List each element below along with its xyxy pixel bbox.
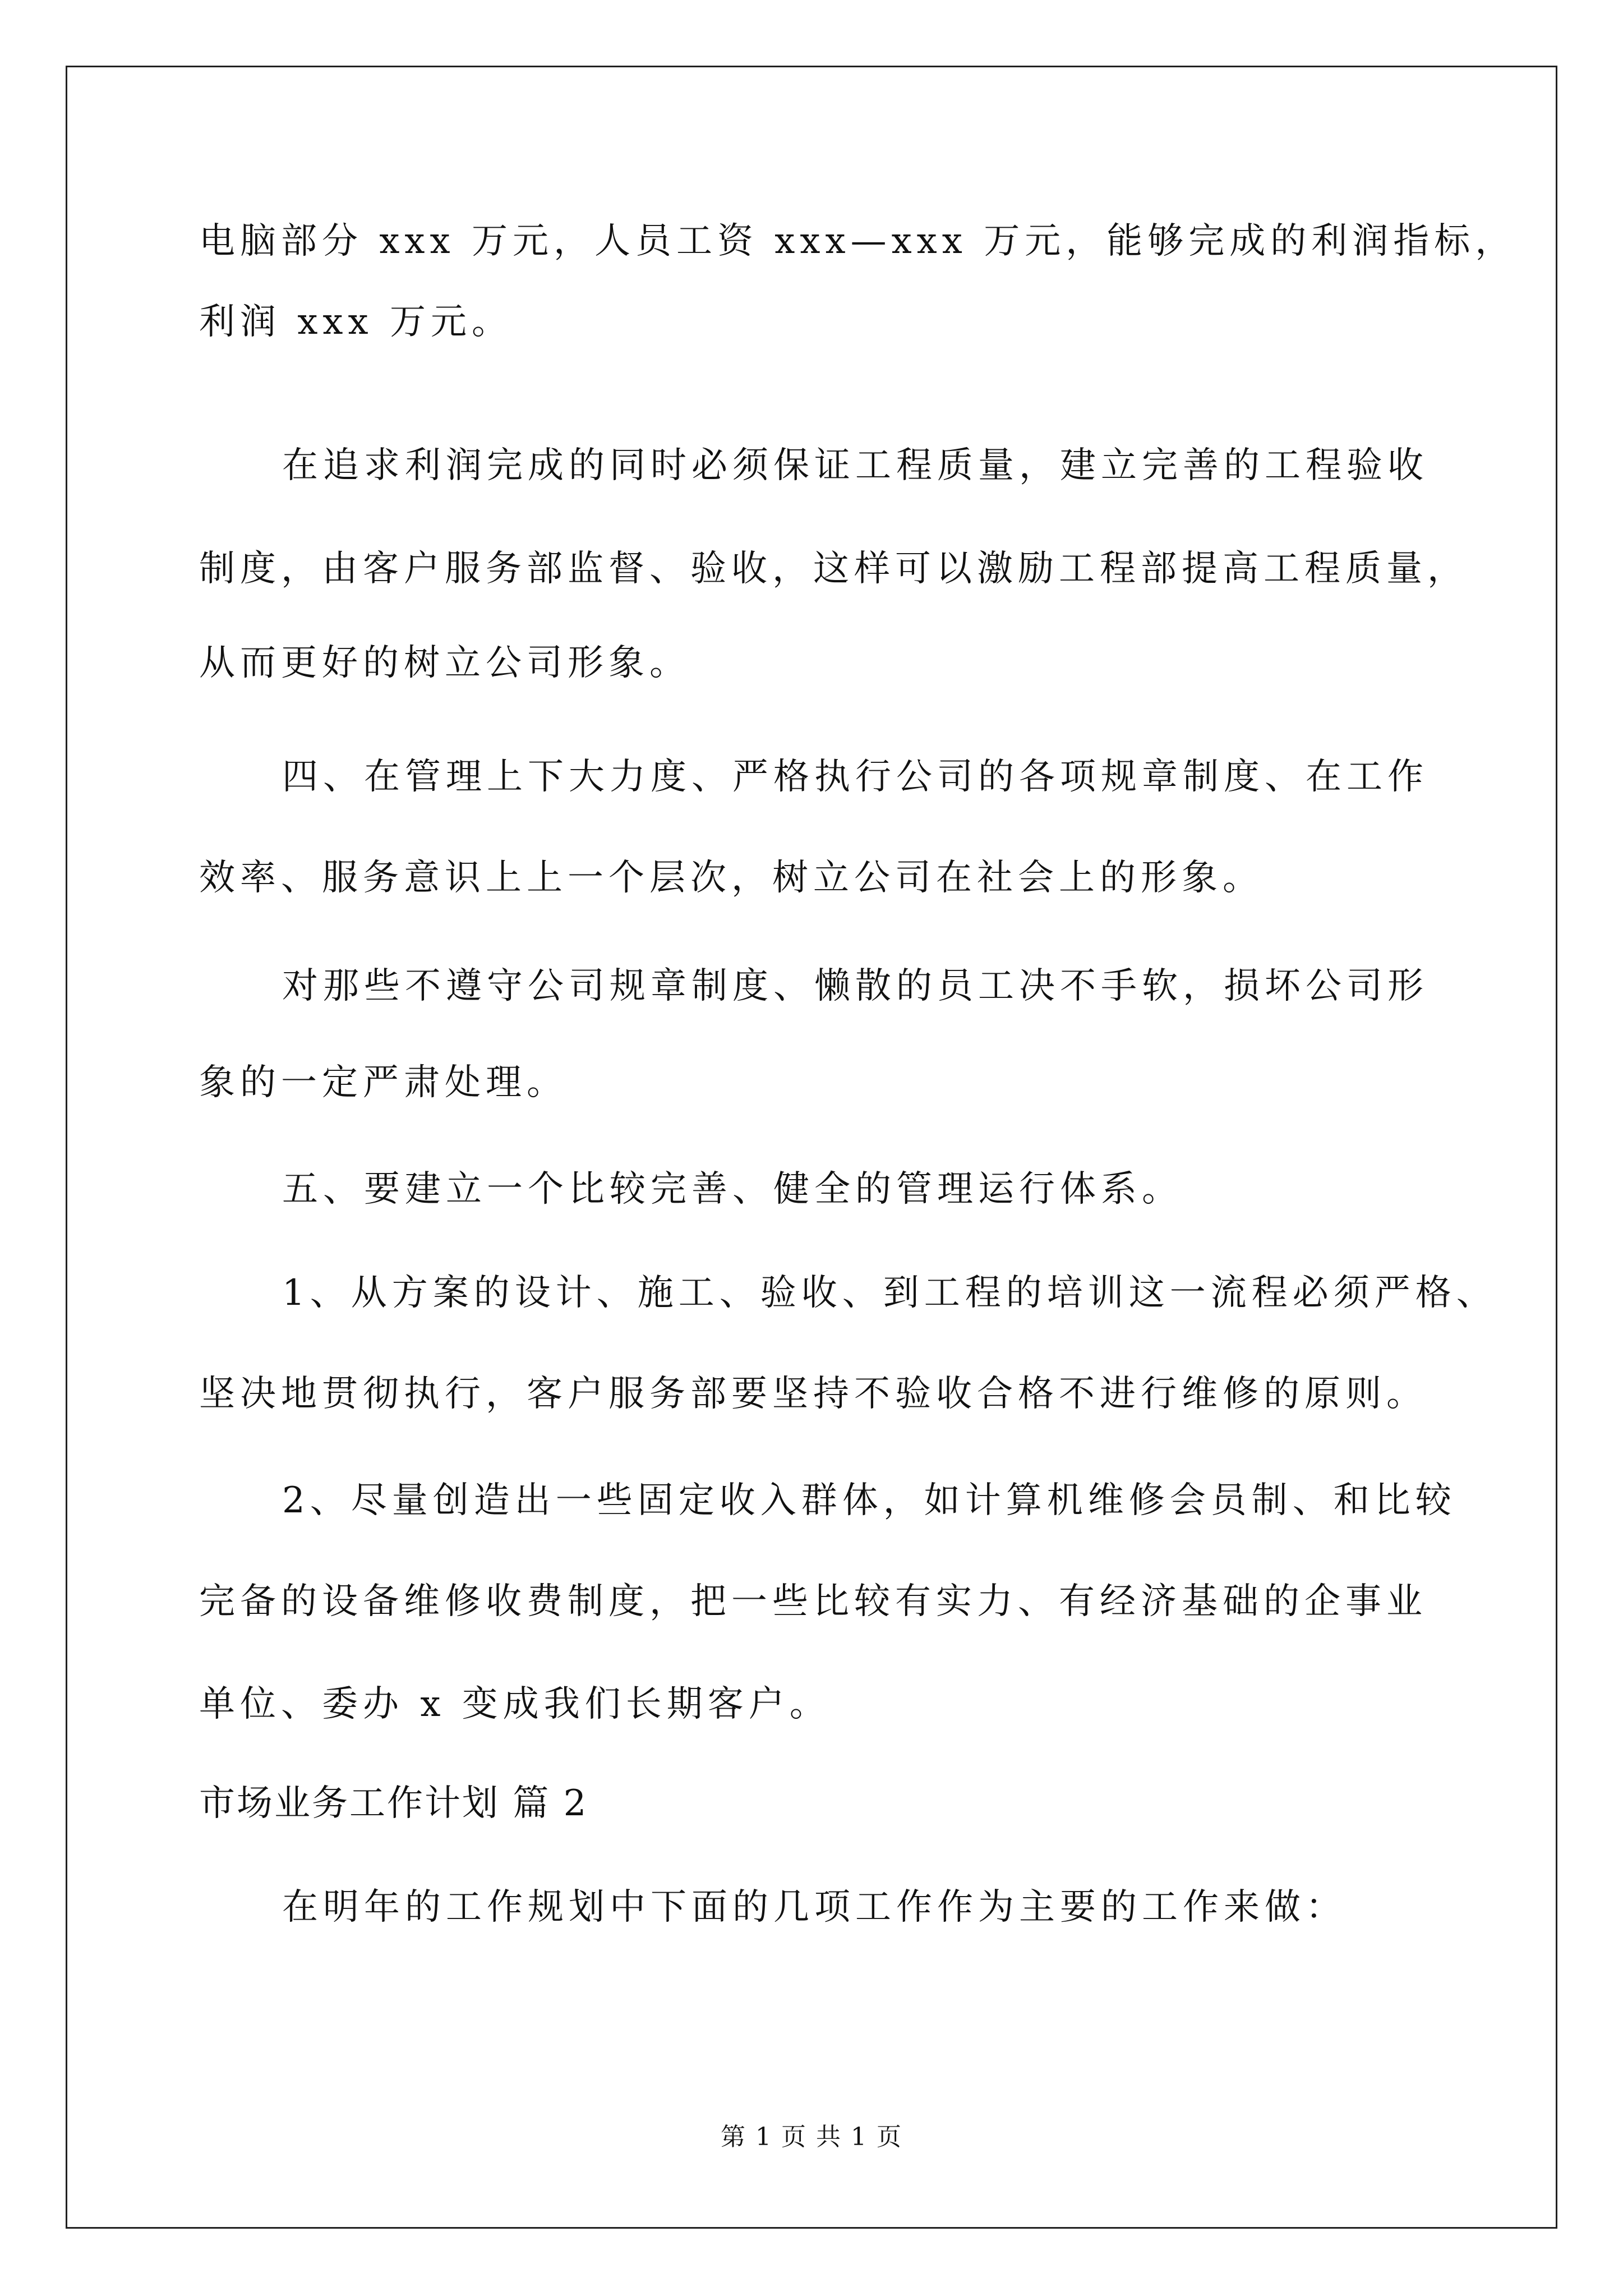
- text-line: 从而更好的树立公司形象。: [199, 642, 690, 684]
- text-line: 电脑部分 xxx 万元，人员工资 xxx—xxx 万元，能够完成的利润指标，: [199, 220, 1516, 262]
- section-heading: 五、要建立一个比较完善、健全的管理运行体系。: [282, 1168, 1183, 1210]
- text-line: 坚决地贯彻执行，客户服务部要坚持不验收合格不进行维修的原则。: [199, 1373, 1427, 1415]
- section-title: 市场业务工作计划 篇 2: [199, 1783, 588, 1824]
- list-item-line: 2、尽量创造出一些固定收入群体，如计算机维修会员制、和比较: [282, 1480, 1456, 1521]
- paragraph-line: 在明年的工作规划中下面的几项工作作为主要的工作来做：: [282, 1887, 1347, 1928]
- text-line: 完备的设备维修收费制度，把一些比较有实力、有经济基础的企事业: [199, 1581, 1427, 1622]
- text-line: 单位、委办 x 变成我们长期客户。: [199, 1683, 831, 1725]
- text-line: 制度，由客户服务部监督、验收，这样可以激励工程部提高工程质量，: [199, 548, 1468, 590]
- paragraph-line: 四、在管理上下大力度、严格执行公司的各项规章制度、在工作: [282, 756, 1428, 798]
- text-line: 效率、服务意识上上一个层次，树立公司在社会上的形象。: [199, 857, 1264, 899]
- text-line: 利润 xxx 万元。: [199, 301, 513, 343]
- paragraph-line: 对那些不遵守公司规章制度、懒散的员工决不手软，损坏公司形: [282, 965, 1428, 1007]
- list-item-line: 1、从方案的设计、施工、验收、到工程的培训这一流程必须严格、: [282, 1272, 1497, 1314]
- text-line: 象的一定严肃处理。: [199, 1062, 568, 1103]
- page-footer: 第 1 页 共 1 页: [721, 2123, 902, 2151]
- paragraph-line: 在追求利润完成的同时必须保证工程质量，建立完善的工程验收: [282, 445, 1428, 486]
